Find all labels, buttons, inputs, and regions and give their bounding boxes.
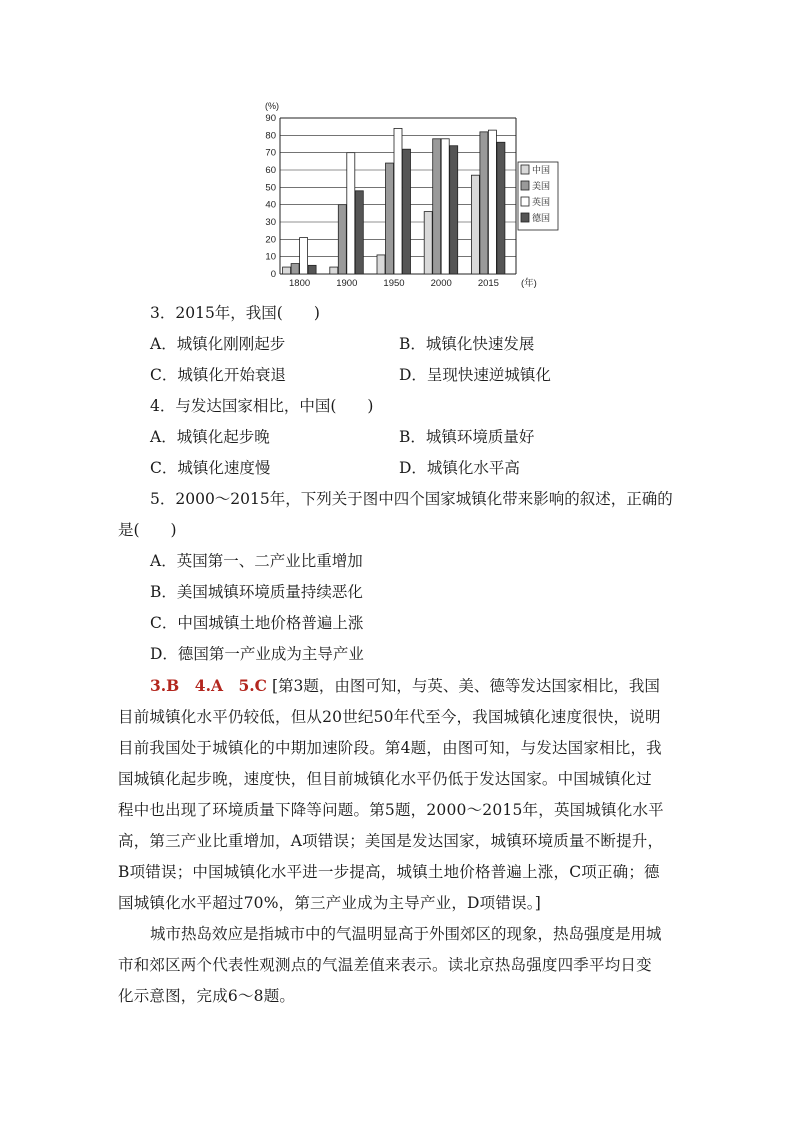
bar-中国-1800 [283, 267, 291, 274]
y-unit-label: (%) [265, 101, 279, 111]
y-tick-label: 30 [265, 217, 276, 228]
chart-bars [283, 128, 505, 274]
question-3-stem: 3．2015年，我国( ) [150, 304, 320, 322]
x-unit-label: (年) [521, 278, 537, 289]
q4-option-a: A．城镇化起步晚 [150, 428, 270, 446]
legend-label: 中国 [532, 165, 551, 175]
y-tick-label: 80 [265, 130, 276, 142]
bar-德国-2000 [450, 146, 458, 274]
answer-text-line1: [第3题，由图可知，与英、美、德等发达国家相比，我国 [271, 677, 660, 695]
bar-英国-2015 [488, 130, 496, 274]
question-4-stem: 4．与发达国家相比，中国( ) [150, 397, 374, 415]
bar-德国-2015 [497, 142, 505, 274]
intro-line1: 城市热岛效应是指城市中的气温明显高于外围郊区的现象，热岛强度是用城 [150, 925, 662, 943]
x-tick-label: 1950 [383, 278, 405, 289]
q3-option-a: A．城镇化刚刚起步 [150, 335, 286, 353]
bar-德国-1800 [308, 265, 316, 274]
bar-美国-1900 [338, 205, 346, 274]
legend-label: 美国 [532, 181, 551, 191]
answer-line1 [150, 676, 660, 696]
question-5-stem-line2: 是( ) [118, 521, 177, 539]
intro-line3: 化示意图，完成6～8题。 [118, 987, 296, 1005]
legend-swatch [521, 181, 529, 190]
bar-中国-2000 [424, 212, 432, 274]
answer-line5: 程中也出现了环境质量下降等问题。第5题，2000～2015年，英国城镇化水平 [118, 801, 664, 819]
q3-option-d: D．呈现快速逆城镇化 [399, 366, 551, 384]
y-tick-label: 50 [265, 182, 276, 194]
q5-option-c: C．中国城镇土地价格普遍上涨 [150, 614, 364, 632]
legend-swatch [521, 213, 529, 222]
y-tick-label: 10 [265, 251, 276, 263]
q3-option-b: B．城镇化快速发展 [399, 335, 535, 353]
q5-option-d: D．德国第一产业成为主导产业 [150, 645, 364, 663]
answer-keys: 3.B 4.A 5.C [150, 676, 268, 695]
x-tick-label: 1800 [289, 278, 311, 289]
q4-option-b: B．城镇环境质量好 [399, 428, 535, 446]
bar-美国-1950 [386, 163, 394, 274]
answer-line2: 目前城镇化水平仍较低，但从20世纪50年代至今，我国城镇化速度很快，说明 [118, 708, 661, 726]
intro-line2: 市和郊区两个代表性观测点的气温差值来表示。读北京热岛强度四季平均日变 [118, 956, 652, 974]
q5-option-a: A．英国第一、二产业比重增加 [150, 552, 363, 570]
y-axis-ticks [265, 113, 276, 280]
x-tick-label: 2000 [430, 278, 452, 289]
legend-swatch [521, 197, 529, 206]
bar-英国-1900 [347, 153, 355, 274]
y-tick-label: 70 [265, 147, 276, 159]
bar-中国-1950 [377, 255, 385, 274]
legend-swatch [521, 165, 529, 174]
y-tick-label: 60 [265, 165, 276, 176]
x-tick-label: 2015 [477, 278, 499, 289]
bar-美国-1800 [291, 264, 299, 274]
y-tick-label: 0 [270, 269, 276, 280]
bar-美国-2015 [480, 132, 488, 274]
x-axis-ticks [289, 278, 499, 289]
legend-label: 英国 [532, 197, 551, 207]
bar-德国-1900 [355, 191, 363, 274]
legend-label: 德国 [532, 213, 551, 223]
question-5-stem-line1: 5．2000～2015年，下列关于图中四个国家城镇化带来影响的叙述，正确的 [150, 490, 673, 508]
answer-line6: 高，第三产业比重增加，A项错误；美国是发达国家，城镇环境质量不断提升， [118, 832, 664, 850]
bar-英国-2000 [441, 139, 449, 274]
y-tick-label: 90 [265, 113, 276, 124]
answer-line4: 国城镇化起步晚，速度快，但目前城镇化水平仍低于发达国家。中国城镇化过 [118, 770, 652, 788]
chart-legend [518, 162, 558, 230]
urbanization-bar-chart [255, 97, 551, 293]
answer-line7: B项错误；中国城镇化水平进一步提高，城镇土地价格普遍上涨，C项正确；德 [118, 863, 660, 881]
bar-美国-2000 [433, 139, 441, 274]
y-tick-label: 20 [265, 234, 276, 246]
q5-option-b: B．美国城镇环境质量持续恶化 [150, 583, 363, 601]
bar-中国-1900 [330, 267, 338, 274]
y-tick-label: 40 [265, 199, 276, 211]
q3-option-c: C．城镇化开始衰退 [150, 366, 286, 384]
x-tick-label: 1900 [336, 278, 358, 289]
answer-line3: 目前我国处于城镇化的中期加速阶段。第4题，由图可知，与发达国家相比，我 [118, 739, 662, 757]
bar-中国-2015 [471, 175, 479, 274]
q4-option-d: D．城镇化水平高 [399, 459, 520, 477]
bar-英国-1800 [300, 238, 308, 274]
bar-德国-1950 [403, 149, 411, 274]
bar-英国-1950 [394, 128, 402, 274]
answer-line8: 国城镇化水平超过70%，第三产业成为主导产业，D项错误。] [118, 894, 541, 912]
q4-option-c: C．城镇化速度慢 [150, 459, 271, 477]
